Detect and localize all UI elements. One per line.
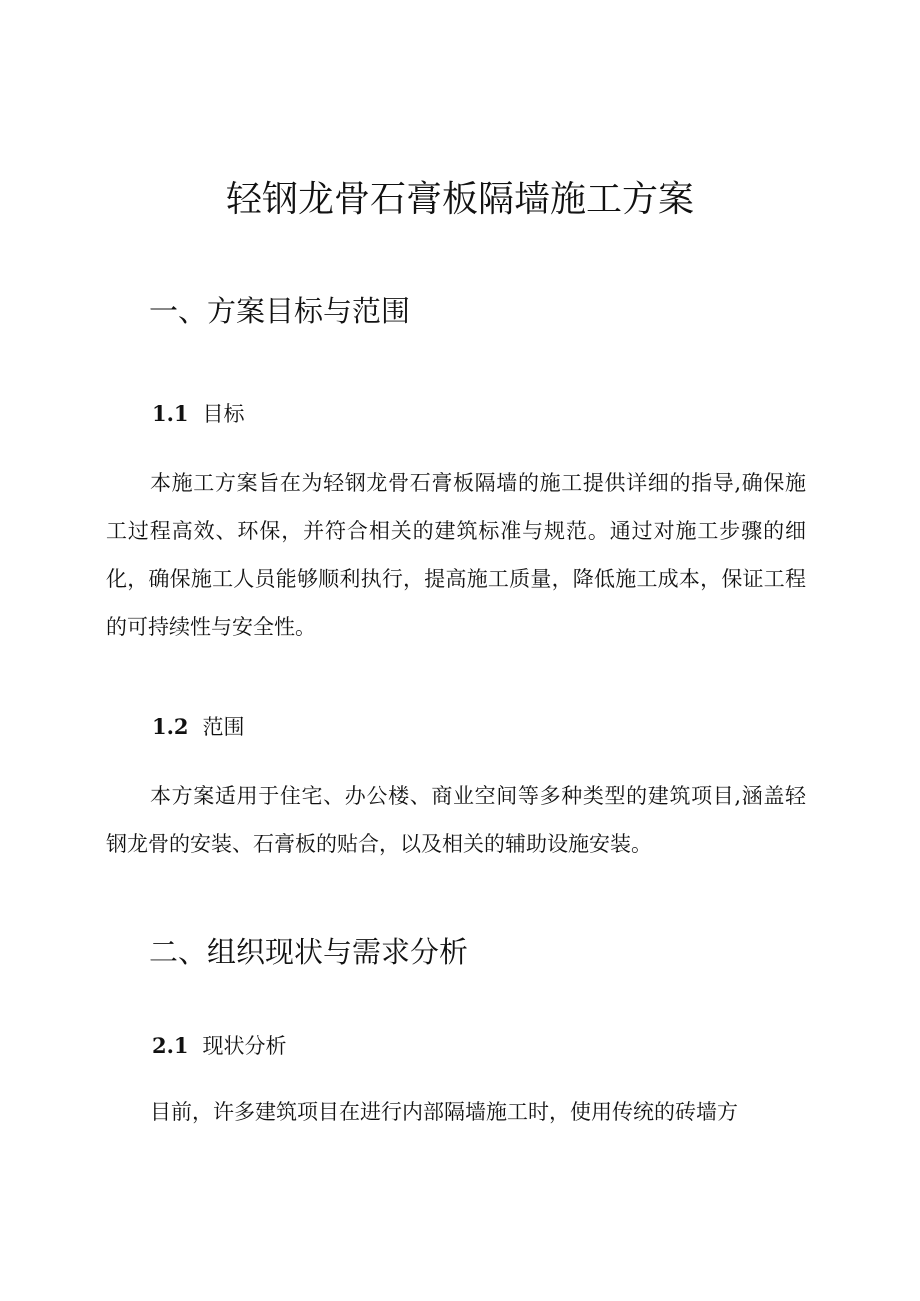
paragraph-goal: 本施工方案旨在为轻钢龙骨石膏板隔墙的施工提供详细的指导,确保施工过程高效、环保，并符合相关的建筑标准与规范。通过对施工步骤的细化，确保施工人员能够顺利执行，提高施工质量，降低施工成本，保证工程的可持续性与安全性。 — [106, 471, 806, 639]
subsection-number: 2.1 — [152, 1033, 189, 1058]
subsection-label: 目标 — [202, 402, 245, 426]
subsection-label: 现状分析 — [202, 1034, 287, 1058]
document-title: 轻钢龙骨石膏板隔墙施工方案 — [225, 179, 694, 220]
section-heading-1: 一、方案目标与范围 — [149, 294, 411, 328]
subsection-heading-1-2 — [152, 711, 245, 743]
subsection-number: 1.1 — [152, 401, 189, 426]
subsection-number: 1.2 — [152, 714, 189, 739]
section-heading-2: 二、组织现状与需求分析 — [149, 935, 469, 969]
subsection-heading-1-1 — [152, 398, 245, 430]
subsection-label: 范围 — [202, 715, 245, 739]
paragraph-status: 目前，许多建筑项目在进行内部隔墙施工时，使用传统的砖墙方 — [150, 1100, 738, 1124]
subsection-heading-2-1 — [152, 1030, 287, 1062]
paragraph-scope: 本方案适用于住宅、办公楼、商业空间等多种类型的建筑项目,涵盖轻钢龙骨的安装、石膏板的贴合，以及相关的辅助设施安装。 — [106, 784, 806, 856]
